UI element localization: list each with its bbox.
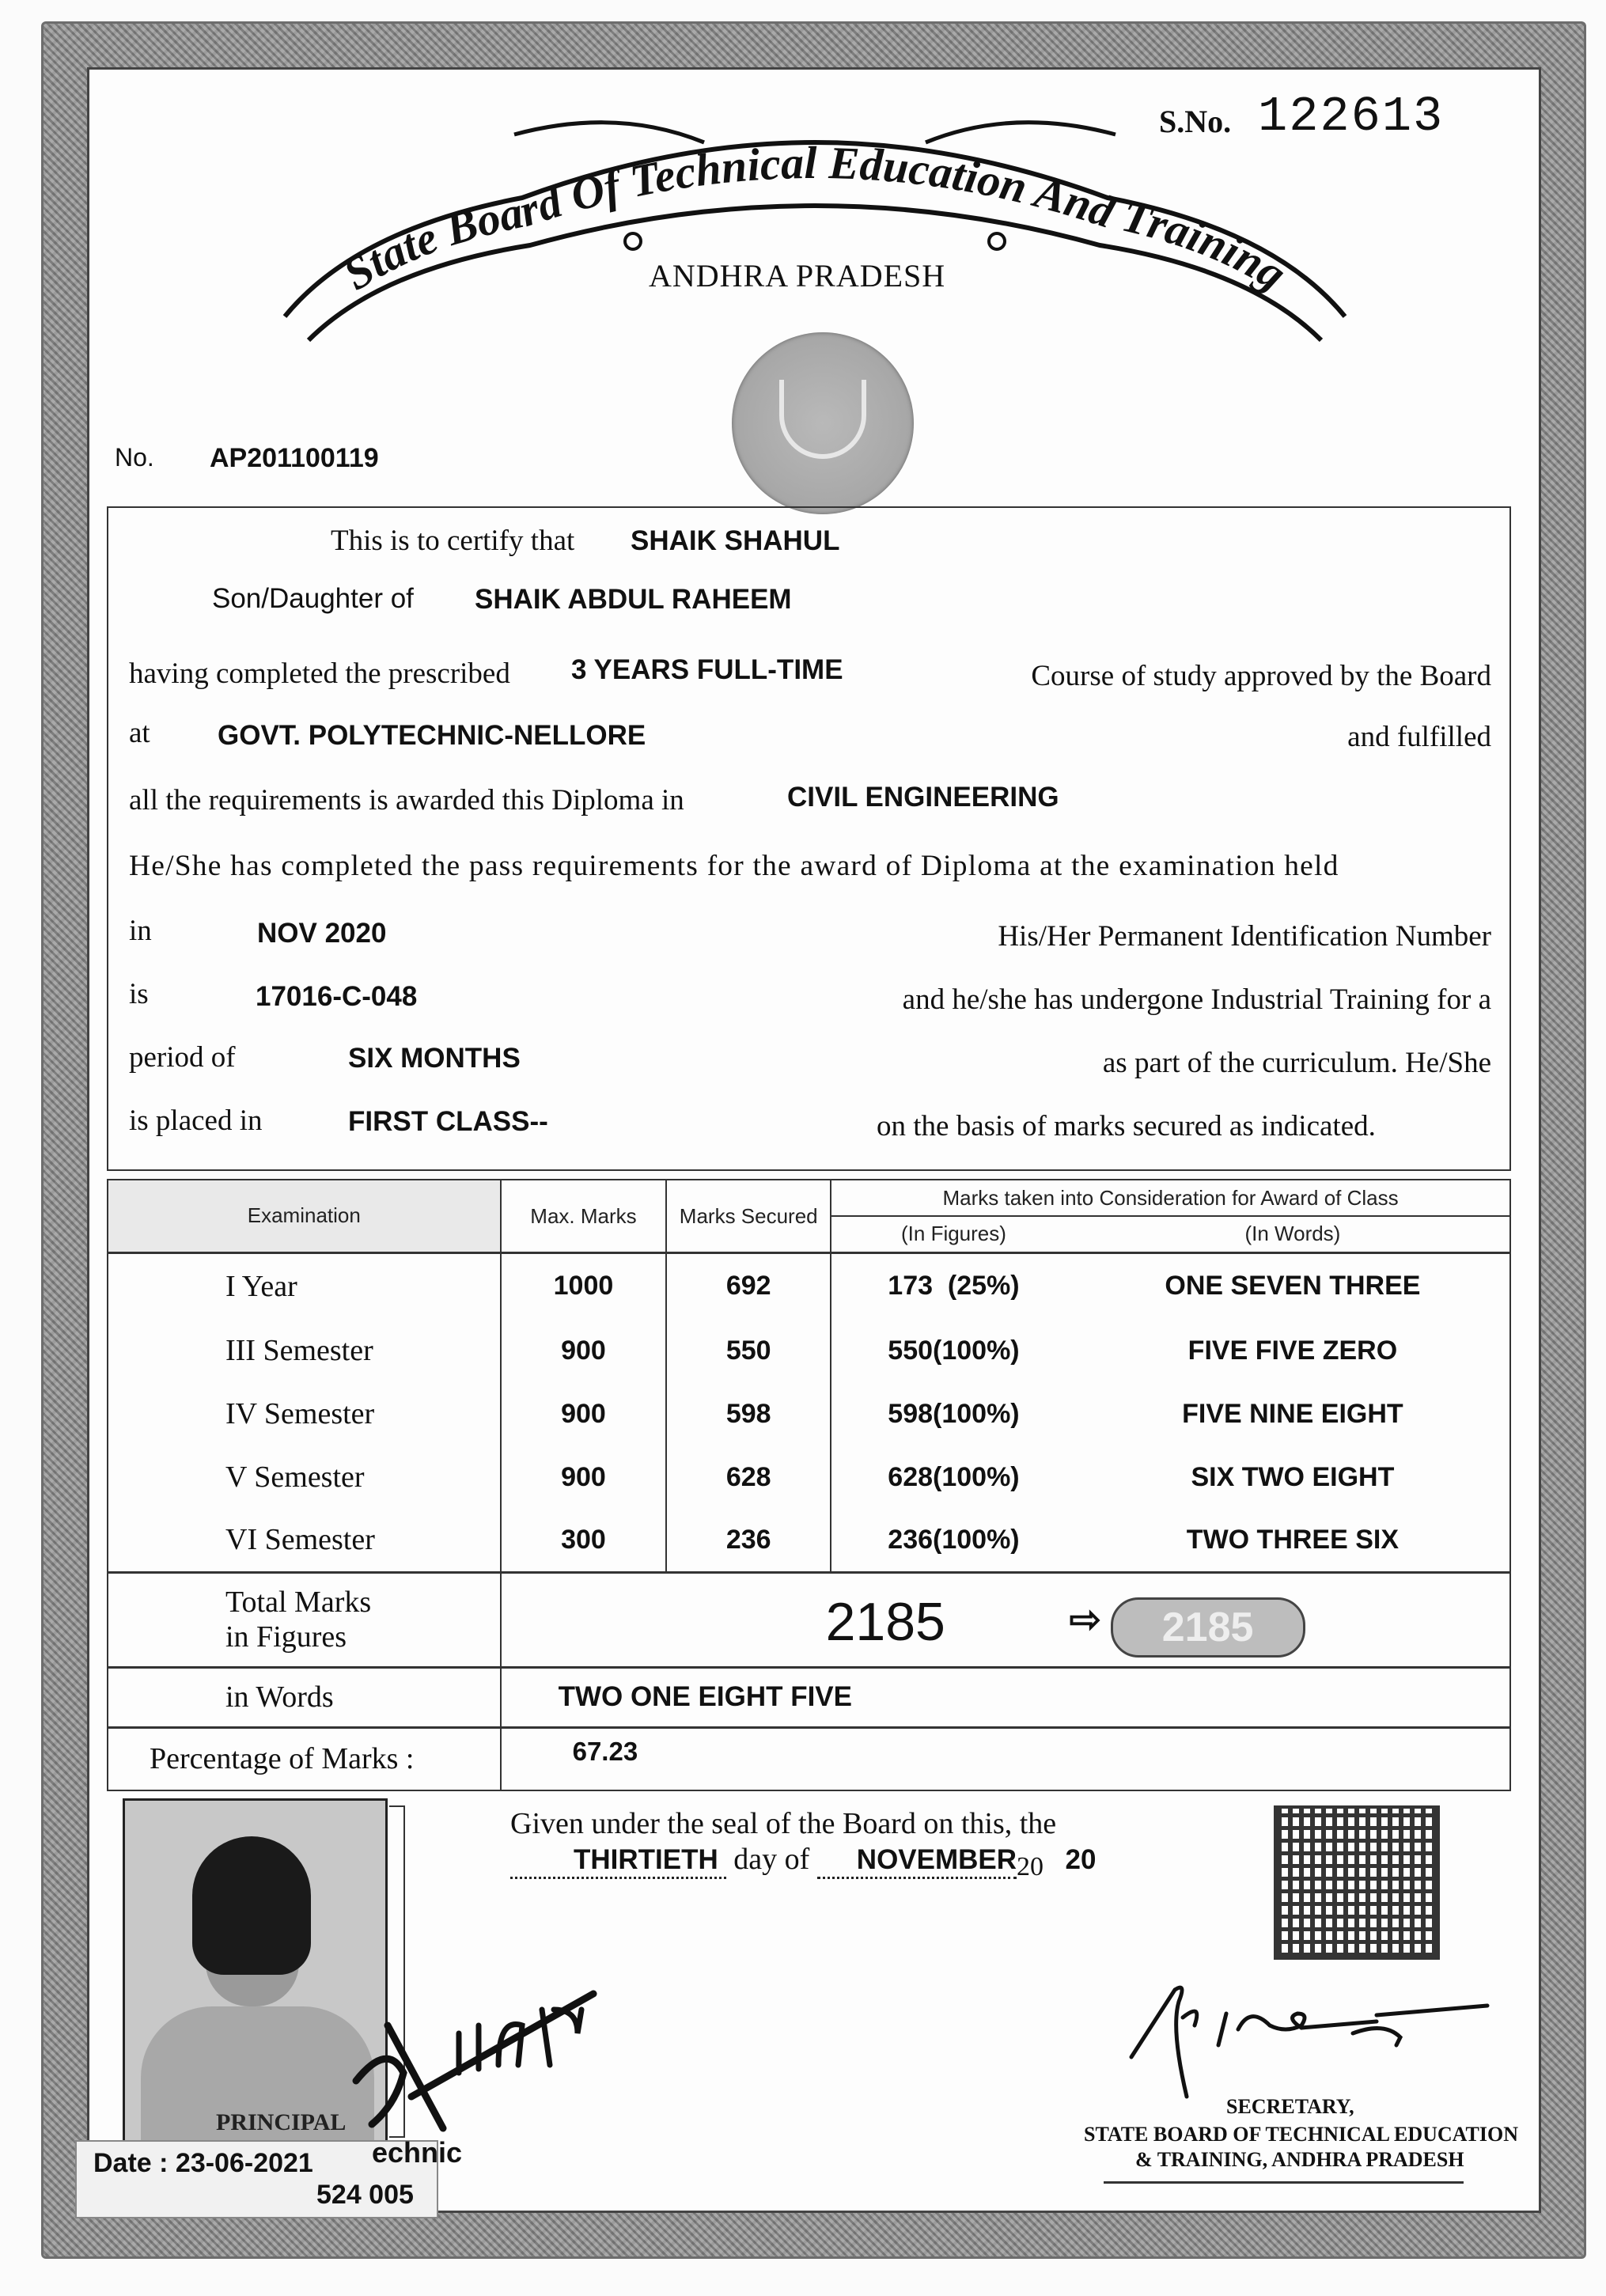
exam-held: NOV 2020 bbox=[257, 918, 387, 949]
words-label: in Words bbox=[108, 1667, 501, 1727]
exam-name: IV Semester bbox=[108, 1382, 501, 1445]
permanent-id-number: 17016-C-048 bbox=[256, 981, 418, 1012]
exam-name: I Year bbox=[108, 1252, 501, 1319]
state-name: ANDHRA PRADESH bbox=[649, 258, 946, 294]
issue-year: 20 bbox=[1065, 1844, 1097, 1875]
course-duration: 3 YEARS FULL-TIME bbox=[571, 654, 843, 685]
exam-name: V Semester bbox=[108, 1445, 501, 1509]
marks-in-figures: 628(100%) bbox=[831, 1445, 1076, 1509]
issue-day: THIRTIETH bbox=[574, 1844, 718, 1875]
percentage-row bbox=[108, 1727, 1510, 1790]
at-text: at bbox=[129, 717, 150, 749]
serial-number: 122613 bbox=[1258, 89, 1445, 145]
total-figures-row bbox=[108, 1572, 1510, 1667]
secretary-org-line1: STATE BOARD OF TECHNICAL EDUCATION bbox=[1084, 2123, 1518, 2146]
issue-month: NOVEMBER bbox=[856, 1844, 1017, 1875]
student-name: SHAIK SHAHUL bbox=[631, 525, 840, 556]
arrow-icon: ⇨ bbox=[1069, 1598, 1101, 1641]
embossed-seal-icon bbox=[732, 332, 914, 514]
secretary-signature bbox=[1115, 1982, 1495, 2101]
header-consideration: Marks taken into Consideration for Award of Class bbox=[831, 1180, 1510, 1216]
serial-number-label: S.No. bbox=[1159, 104, 1232, 139]
marks-secured: 628 bbox=[666, 1445, 831, 1509]
max-marks: 1000 bbox=[501, 1252, 667, 1319]
max-marks: 900 bbox=[501, 1445, 667, 1509]
table-row bbox=[108, 1382, 1510, 1445]
institution: GOVT. POLYTECHNIC-NELLORE bbox=[218, 720, 646, 751]
secretary-title: SECRETARY, bbox=[1226, 2095, 1354, 2118]
max-marks: 300 bbox=[501, 1509, 667, 1572]
datamatrix-code-icon bbox=[1274, 1805, 1440, 1960]
pin-text: His/Her Permanent Identification Number bbox=[998, 920, 1491, 953]
marks-secured: 236 bbox=[666, 1509, 831, 1572]
certify-text: This is to certify that bbox=[331, 525, 575, 557]
marks-in-words: SIX TWO EIGHT bbox=[1076, 1445, 1510, 1509]
certificate-number-label: No. bbox=[115, 443, 154, 472]
attestation-date: Date : 23-06-2021 bbox=[93, 2148, 313, 2178]
total-label bbox=[108, 1572, 501, 1667]
header-examination: Examination bbox=[108, 1180, 501, 1252]
curriculum-text: as part of the curriculum. He/She bbox=[1102, 1047, 1491, 1079]
board-name-banner bbox=[261, 111, 1369, 348]
total-marks-words: TWO ONE EIGHT FIVE bbox=[501, 1667, 1510, 1727]
period-text: period of bbox=[129, 1041, 236, 1074]
embossed-total-stamp: 2185 bbox=[1111, 1597, 1305, 1658]
header-max-marks: Max. Marks bbox=[501, 1180, 667, 1252]
class-awarded: FIRST CLASS-- bbox=[348, 1106, 548, 1137]
parent-label: Son/Daughter of bbox=[212, 583, 414, 614]
prescribed-text: having completed the prescribed bbox=[129, 657, 510, 690]
percentage-value: 67.23 bbox=[501, 1727, 1510, 1790]
percentage-label: Percentage of Marks : bbox=[108, 1727, 501, 1790]
pass-text: He/She has completed the pass requirements for the award of Diploma at the examination held bbox=[129, 850, 1339, 882]
secretary-org-line2: & TRAINING, ANDHRA PRADESH bbox=[1135, 2148, 1464, 2171]
total-label-line2: in Figures bbox=[225, 1620, 347, 1654]
max-marks: 900 bbox=[501, 1319, 667, 1382]
exam-name: III Semester bbox=[108, 1319, 501, 1382]
marks-in-figures: 598(100%) bbox=[831, 1382, 1076, 1445]
principal-stamp-text: PRINCIPAL bbox=[216, 2109, 347, 2135]
day-of-text: day of bbox=[733, 1843, 810, 1876]
parent-name: SHAIK ABDUL RAHEEM bbox=[475, 584, 792, 615]
certificate-number: AP201100119 bbox=[210, 443, 379, 473]
table-row bbox=[108, 1319, 1510, 1382]
marks-in-words: TWO THREE SIX bbox=[1076, 1509, 1510, 1572]
marks-in-words: FIVE NINE EIGHT bbox=[1076, 1382, 1510, 1445]
table-row bbox=[108, 1252, 1510, 1319]
in-text: in bbox=[129, 915, 152, 947]
total-label-line1: Total Marks bbox=[225, 1586, 372, 1619]
marks-in-figures: 550(100%) bbox=[831, 1319, 1076, 1382]
principal-signature bbox=[340, 1978, 601, 2136]
issue-century: 20 bbox=[1017, 1852, 1044, 1881]
training-text: and he/she has undergone Industrial Training for a bbox=[902, 983, 1491, 1016]
max-marks: 900 bbox=[501, 1382, 667, 1445]
stamp-institution-text: echnic bbox=[372, 2136, 463, 2169]
signature-rule bbox=[1104, 2181, 1464, 2184]
table-row bbox=[108, 1445, 1510, 1509]
header-marks-secured: Marks Secured bbox=[666, 1180, 831, 1252]
marks-in-figures: 236(100%) bbox=[831, 1509, 1076, 1572]
is-text: is bbox=[129, 978, 149, 1010]
marks-in-figures: 173 (25%) bbox=[831, 1252, 1076, 1319]
given-under-seal-text: Given under the seal of the Board on this, the bbox=[510, 1807, 1057, 1840]
marks-in-words: ONE SEVEN THREE bbox=[1076, 1252, 1510, 1319]
training-period: SIX MONTHS bbox=[348, 1043, 521, 1074]
svg-text:State Board Of Technical Educa: State Board Of Technical Education And Training bbox=[334, 136, 1296, 301]
course-text: Course of study approved by the Board bbox=[1031, 660, 1491, 692]
marks-secured: 692 bbox=[666, 1252, 831, 1319]
exam-name: VI Semester bbox=[108, 1509, 501, 1572]
awarded-text: all the requirements is awarded this Diploma in bbox=[129, 784, 684, 816]
issue-date-line bbox=[510, 1842, 1096, 1879]
header-in-words: (In Words) bbox=[1076, 1216, 1510, 1252]
table-row bbox=[108, 1509, 1510, 1572]
marks-secured: 598 bbox=[666, 1382, 831, 1445]
header-in-figures: (In Figures) bbox=[831, 1216, 1076, 1252]
stamp-pincode: 524 005 bbox=[316, 2180, 414, 2210]
total-marks-figures: 2185 bbox=[825, 1591, 945, 1652]
branch: CIVIL ENGINEERING bbox=[787, 782, 1059, 813]
total-words-row bbox=[108, 1667, 1510, 1727]
fulfilled-text: and fulfilled bbox=[1347, 721, 1491, 753]
total-figures-cell bbox=[501, 1572, 1510, 1667]
placed-text: is placed in bbox=[129, 1104, 263, 1137]
marks-table bbox=[107, 1179, 1511, 1791]
marks-secured: 550 bbox=[666, 1319, 831, 1382]
marks-in-words: FIVE FIVE ZERO bbox=[1076, 1319, 1510, 1382]
basis-text: on the basis of marks secured as indicated. bbox=[877, 1110, 1376, 1142]
